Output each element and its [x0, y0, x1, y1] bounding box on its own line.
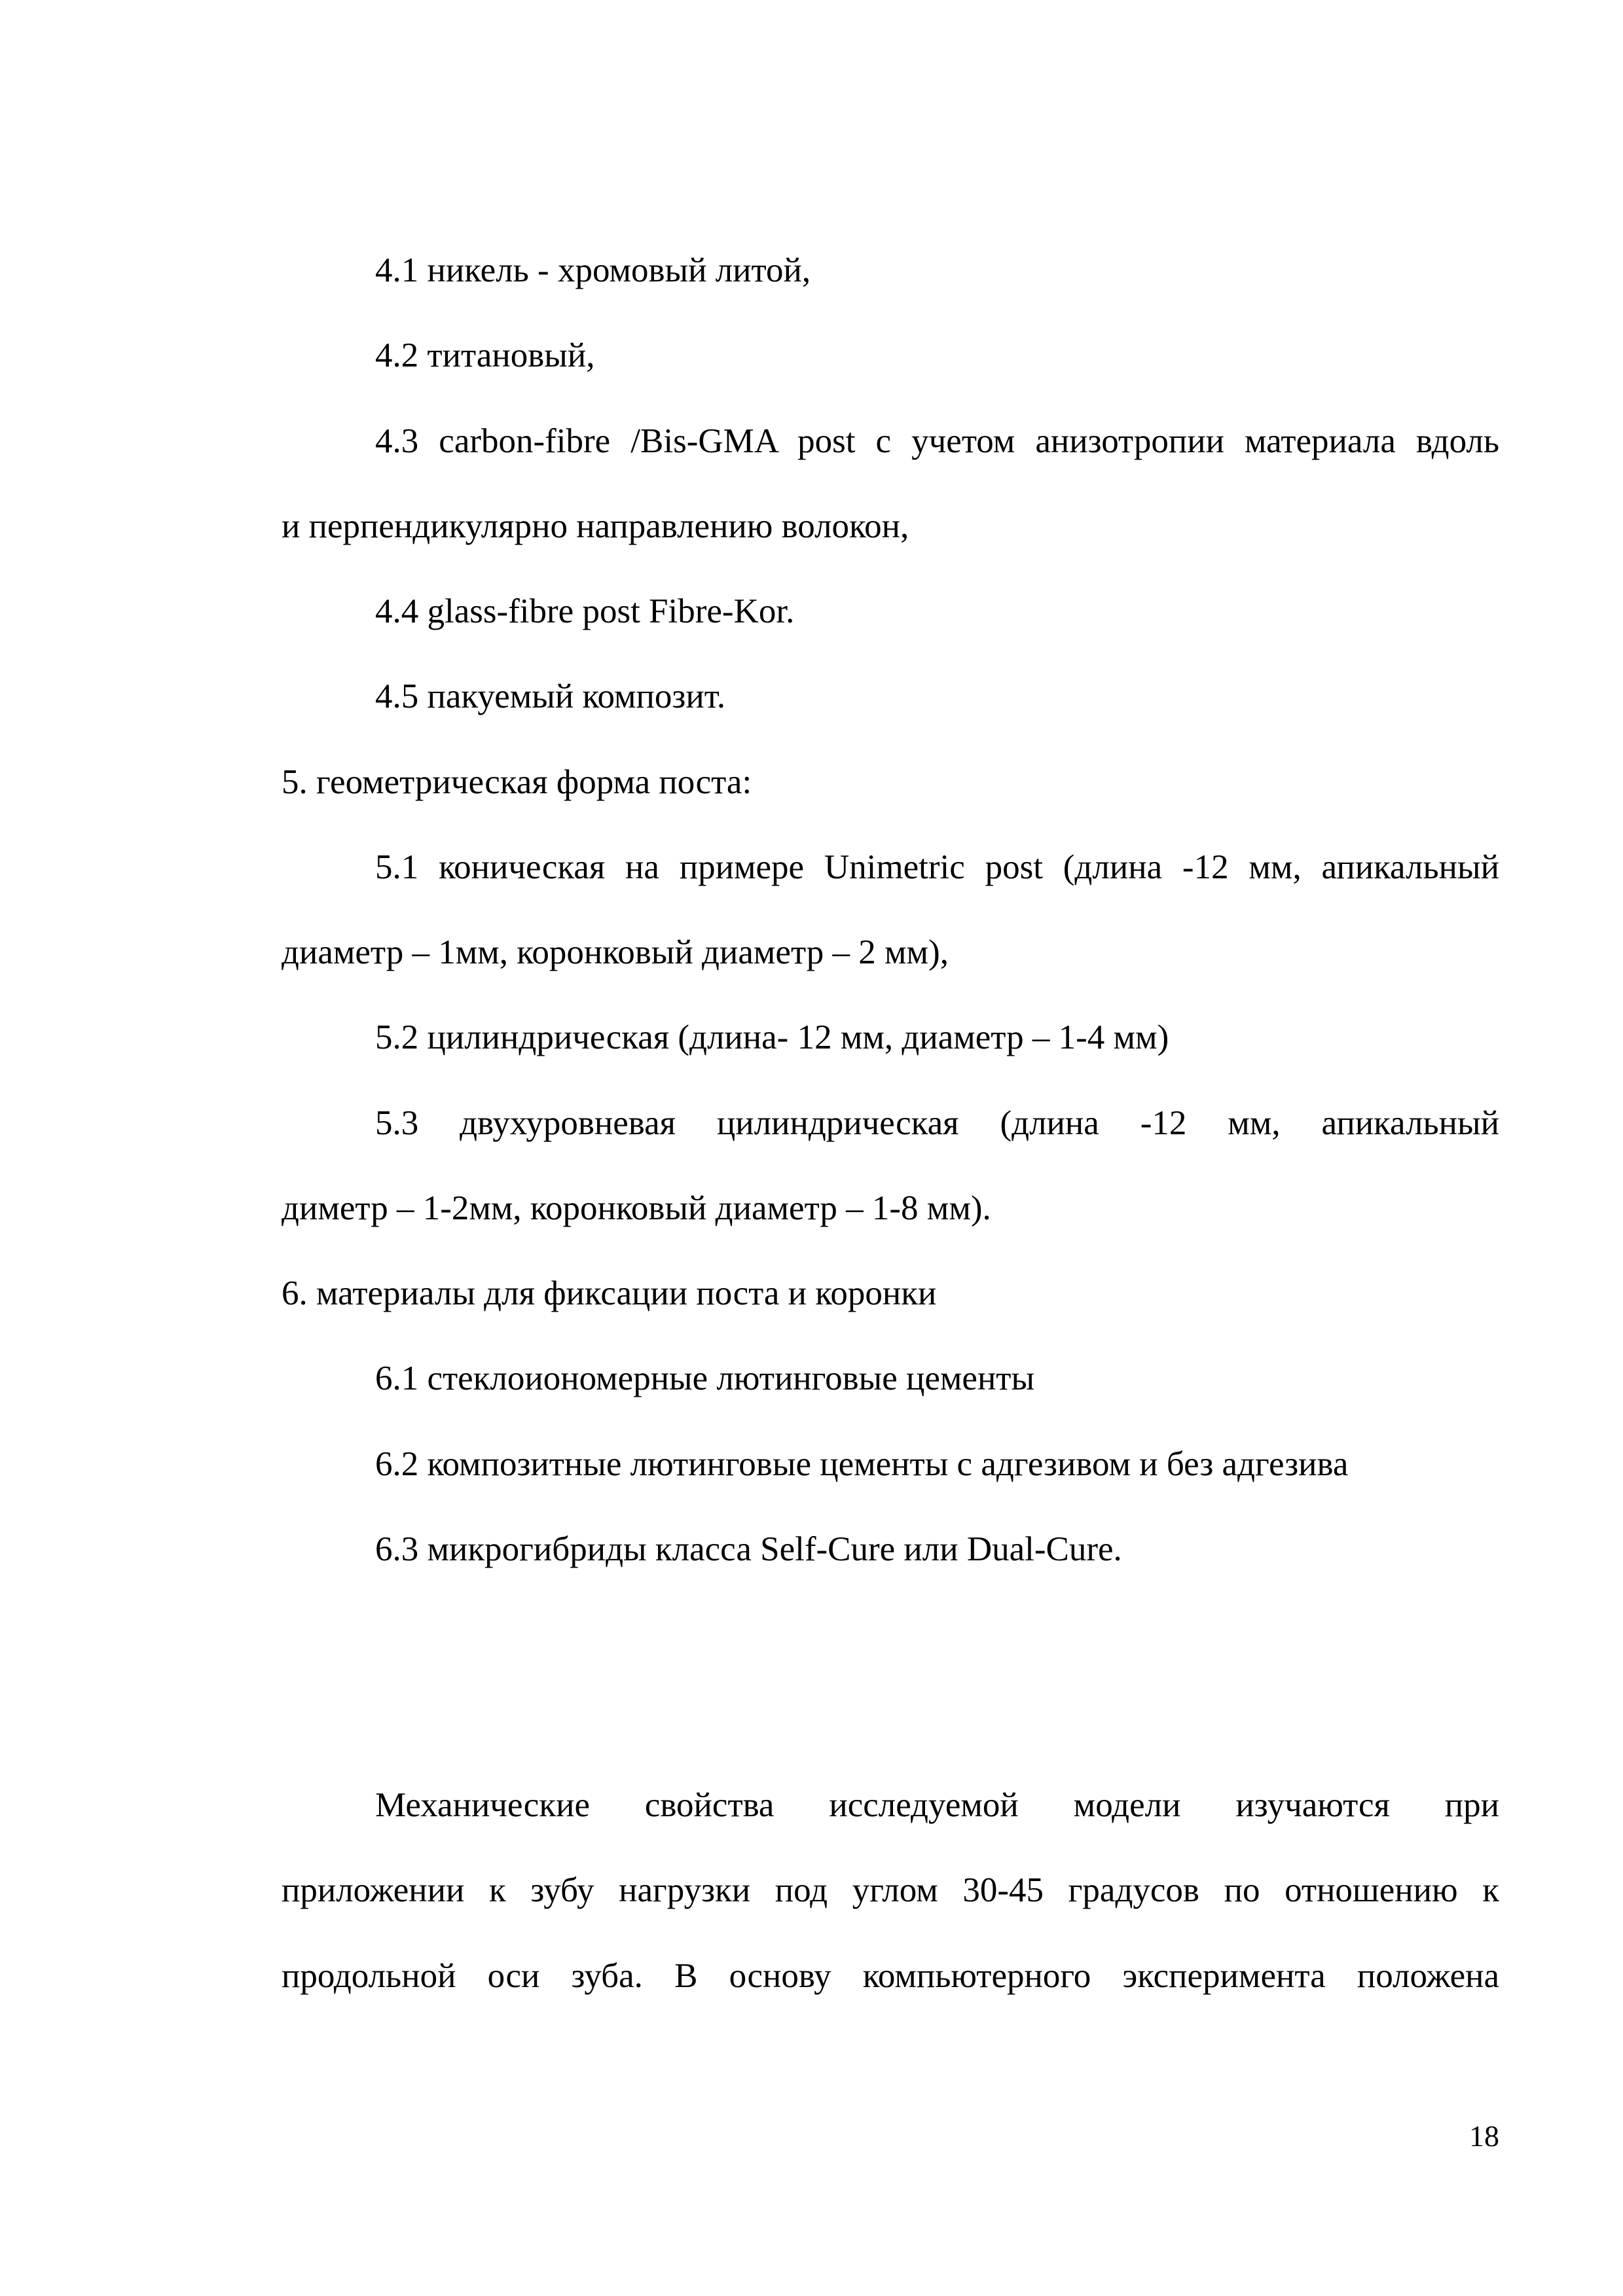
- item-6-1: 6.1 стеклоиономерные лютинговые цементы: [375, 1359, 1035, 1397]
- item-5-2: 5.2 цилиндрическая (длина- 12 мм, диаметр – 1-4 мм): [375, 1018, 1169, 1056]
- item-4-5: 4.5 пакуемый композит.: [375, 677, 726, 715]
- item-4-3: 4.3 carbon-fibre /Bis-GMA post с учетом анизотропии материала вдоль: [375, 422, 1499, 460]
- item-5-1: 5.1 коническая на примере Unimetric post (длина -12 мм, апикальный: [375, 848, 1499, 886]
- item-6-3: 6.3 микрогибриды класса Self-Cure или Dual-Cure.: [375, 1530, 1122, 1568]
- page-number: 18: [1469, 2119, 1499, 2153]
- section-5-heading: 5. геометрическая форма поста:: [282, 763, 752, 801]
- item-4-4: 4.4 glass-fibre post Fibre-Kor.: [375, 592, 795, 630]
- item-6-2: 6.2 композитные лютинговые цементы с адгезивом и без адгезива: [375, 1445, 1349, 1483]
- paragraph-line-3: продольной оси зуба. В основу компьютерного эксперимента положена: [282, 1957, 1499, 1995]
- paragraph-line-2: приложении к зубу нагрузки под углом 30-45 градусов по отношению к: [282, 1871, 1499, 1909]
- item-4-2: 4.2 титановый,: [375, 336, 595, 374]
- item-4-1: 4.1 никель - хромовый литой,: [375, 251, 811, 289]
- item-4-3-continuation: и перпендикулярно направлению волокон,: [282, 507, 909, 545]
- item-5-1-continuation: диаметр – 1мм, коронковый диаметр – 2 мм),: [282, 933, 949, 971]
- paragraph-line-1: Механические свойства исследуемой модели изучаются при: [375, 1786, 1499, 1824]
- item-5-3: 5.3 двухуровневая цилиндрическая (длина -12 мм, апикальный: [375, 1104, 1499, 1142]
- section-6-heading: 6. материалы для фиксации поста и коронки: [282, 1274, 937, 1312]
- item-5-3-continuation: диметр – 1-2мм, коронковый диаметр – 1-8 мм).: [282, 1189, 991, 1227]
